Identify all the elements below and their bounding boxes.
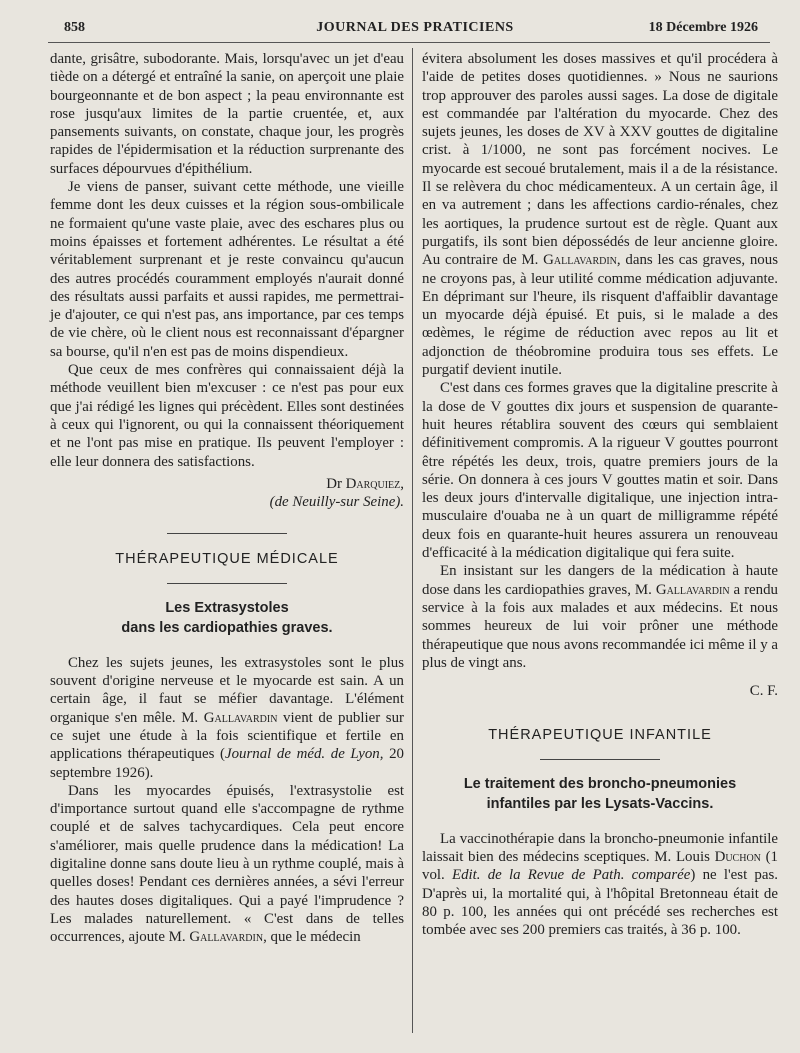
person-name: Duchon <box>714 848 761 865</box>
person-name: Gallavardin <box>203 709 278 726</box>
left-column <box>50 50 404 946</box>
text-run: , dans les cas graves, nous ne croyons pas, à leur utilité comme médication adjuvante. En déprimant sur l'heure, ils risquent d'affaiblir davantage un myocarde déjà épuisé. Et puis, si le malade a des œdèmes, le régime de réduction avec repos au lit et adjonction de théobromine produira tous ses effets. Le purgatif devient inutile. <box>422 252 778 379</box>
section-divider <box>167 533 287 534</box>
article-title <box>422 774 778 814</box>
article-title-line: dans les cardiopathies graves. <box>121 619 333 636</box>
text-run: Chez les sujets jeunes, les extrasystoles sont le plus souvent d'origine nerveuse et le myocarde est sain. A un certain âge, il faut se méfier davantage. L'élément organique s'en mêle. M. <box>50 654 404 726</box>
text-run: En insistant sur les dangers de la médication à haute dose dans les cardiopathies graves, M. <box>422 563 778 598</box>
section-heading: THÉRAPEUTIQUE INFANTILE <box>488 727 712 744</box>
journal-reference: Edit. de la Revue de Path. comparée <box>451 867 691 884</box>
column-divider <box>412 48 413 1033</box>
text-run: 20 septembre 1926). <box>50 746 404 781</box>
author-title: Dr <box>326 475 346 492</box>
person-name: Gallavardin <box>543 252 617 269</box>
article-title-line: Les Extrasystoles <box>165 599 289 616</box>
article-title-line: infantiles par les Lysats-Vaccins. <box>486 795 714 812</box>
article-title <box>50 598 404 638</box>
page-number: 858 <box>64 20 85 35</box>
paragraph: dante, grisâtre, subodorante. Mais, lorsqu'avec un jet d'eau tiède on a détergé et entraîné la sanie, on aperçoit une plaie bourgeonnante et de bon aspect ; la peau environnante est rose jusqu'aux limites de la partie cruentée, et, aux pansements suivants, on constate, chaque jour, les progrès rapides de l'épidermisation et la réduction surprenante des surfaces dépourvues d'épithélium. <box>50 51 404 177</box>
person-name: Gallavardin <box>655 581 730 598</box>
paragraph <box>422 50 778 379</box>
section-divider <box>167 583 287 584</box>
text-run: vient de publier sur ce sujet une étude à la fois scientifique et fertile en applications thérapeutiques ( <box>50 709 404 763</box>
paragraph: Que ceux de mes confrères qui connaissaient déjà la méthode veuillent bien m'excuser : ce n'est pas pour eux que j'ai rédigé les lignes qui précèdent. Elles sont destinées à ceux qui l'ignorent, ou qui la connaissent théoriquement et ne l'ont pas mise en pratique. Ils peuvent l'employer : elle leur donnera des satisfactions. <box>50 362 404 470</box>
text-run: a rendu service à la fois aux malades et aux médecins. Et nous sommes heureux de lui voir prôner une méthode thérapeutique que nous avons recommandée ici même il y a plus de vingt ans. <box>422 581 779 671</box>
paragraph <box>50 654 404 782</box>
text-run: , que le médecin <box>263 929 361 946</box>
paragraph: C'est dans ces formes graves que la digitaline prescrite à la dose de V gouttes dix jours et suspension de quarante-huit heures rétablira souvent des cœurs qui semblaient définitivement compromis. A la rigueur V gouttes pourront être répétés les deux, trois, quatre premiers jours de la série. On donnera à ces jours V gouttes matin et soir. Dans les deux jours d'intervalle digitalique, une injection intra-musculaire d'ouaba ne à un quart de milligramme répété deux fois en quarante-huit heures assurera un renouveau d'efficacité à la médication digitalique qui fera suite. <box>422 380 778 562</box>
article-title-line: Le traitement des broncho-pneumonies <box>463 775 737 792</box>
text-run: La vaccinothérapie dans la broncho-pneumonie infantile laissait bien des médecins sceptiques. M. Louis <box>422 830 778 865</box>
section-heading: THÉRAPEUTIQUE MÉDICALE <box>115 551 339 568</box>
section-divider <box>540 759 660 760</box>
paragraph: Je viens de panser, suivant cette méthode, une vieille femme dont les deux cuisses et la région sous-ombilicale ne formaient qu'une vaste plaie, avec des eschares plus ou moins épaisses et fortement adhérentes. Le résultat a été véritablement surprenant et je reste convaincu qu'aucun des autres procédés couramment employés n'aurait donné des résultats aussi parfaits et aussi rapides, me permettrai-je d'ajouter, ce qui n'est pas, ans importance, par ces temps de vie chère, où le client nous est reconnaissant d'épargner sa bourse, qu'il n'en est pas de moins dispendieux. <box>50 179 404 360</box>
page-header <box>60 18 770 40</box>
right-column <box>422 50 778 939</box>
paragraph <box>422 830 778 940</box>
journal-title: JOURNAL DES PRATICIENS <box>316 20 514 35</box>
text-run: évitera absolument les doses massives et qu'il procédera à l'aide de petites doses quotidiennes. » Nous ne saurions trop approuver des paroles aussi sages. La dose de digitale est commandée par l'altération du myocarde. Chez des sujets jeunes, les doses de XV à XXV gouttes de digitaline crist. à 1/1000, ne sont pas forcément nocives. Le myocarde est secoué brutalement, mais il a de la résistance. Il se relèvera du choc médicamenteux. A un certain âge, il en va autrement ; dans les affections cardio-rénales, chez les aortiques, la prudence surtout est de règle. Quant aux purgatifs, ils sont bien dépossédés de leur ancienne gloire. Au contraire de M. <box>422 51 778 269</box>
header-rule <box>48 42 770 43</box>
text-run: Dans les myocardes épuisés, l'extrasystolie est d'importance surtout quand elle s'accompagne de rythme couplé et de salves tachycardiques. Cela peut encore s'améliorer, mais quelle prudence dans la médication! La digitaline donne sans doute lieu à un rythme couplé, mais à quelles doses! Pendant ces dernières années, a sévi l'erreur des hautes doses digitaliques. Qui a payé l'imprudence ? Les malades naturellement. « C'est dans de telles occurrences, ajoute M. <box>50 782 404 946</box>
author-signature <box>50 475 404 493</box>
text-run: (1 vol. <box>422 848 778 884</box>
paragraph <box>422 562 778 672</box>
text-run: ) ne l'est pas. D'après ui, la mortalité qui, à l'hôpital Bretonneau était de 80 p. 100, les années qui ont précédé ses recherches est tombée avec ses 200 premiers cas traités, à 36 p. 100. <box>422 867 778 939</box>
issue-date: 18 Décembre 1926 <box>648 20 758 35</box>
author-location: (de Neuilly-sur Seine). <box>269 494 404 511</box>
journal-reference: Journal de méd. de Lyon, <box>224 746 384 763</box>
author-name: Darquiez, <box>345 475 404 492</box>
person-name: Gallavardin <box>189 929 264 946</box>
paragraph <box>50 782 404 947</box>
author-signature: C. F. <box>749 683 778 700</box>
